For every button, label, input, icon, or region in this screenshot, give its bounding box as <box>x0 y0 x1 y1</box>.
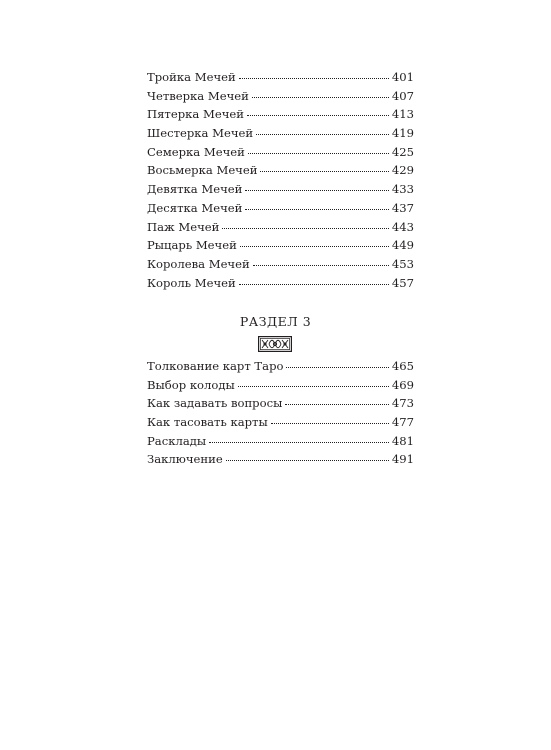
toc-entry[interactable] <box>147 124 414 143</box>
toc-entry-page: 443 <box>391 219 414 234</box>
dot-leader <box>239 276 389 285</box>
toc-entry-page: 473 <box>391 396 414 411</box>
toc-entry[interactable] <box>147 274 414 293</box>
toc-entry-title: Шестерка Мечей <box>147 126 254 141</box>
toc-entry-page: 433 <box>391 182 414 197</box>
section-heading: РАЗДЕЛ 3 <box>239 314 312 329</box>
toc-entry-page: 449 <box>391 238 414 253</box>
toc-entry-title: Королева Мечей <box>147 256 250 271</box>
toc-entry[interactable] <box>147 161 414 180</box>
toc-entry-title: Как тасовать карты <box>147 415 268 430</box>
dot-leader <box>238 378 389 387</box>
toc-entry-title: Девятка Мечей <box>147 182 243 197</box>
toc-entry[interactable] <box>147 255 414 274</box>
toc-entry[interactable] <box>147 413 414 432</box>
toc-entry[interactable] <box>147 68 414 87</box>
toc-entry-title: Тройка Мечей <box>147 70 236 84</box>
dot-leader <box>247 107 389 116</box>
toc-entry-page: 437 <box>391 200 414 215</box>
dot-leader <box>226 452 389 461</box>
dot-leader <box>239 70 389 79</box>
toc-entry-page: 469 <box>391 377 414 392</box>
toc-entry[interactable] <box>147 394 414 413</box>
toc-list-swords <box>147 68 414 292</box>
dot-leader <box>252 89 389 98</box>
dot-leader <box>248 145 389 154</box>
dot-leader <box>245 201 389 210</box>
dot-leader <box>271 415 389 424</box>
toc-entry-page: 407 <box>391 88 414 103</box>
toc-entry-page: 429 <box>391 163 414 178</box>
toc-entry-page: 457 <box>391 275 414 290</box>
toc-entry[interactable] <box>147 450 414 469</box>
toc-entry-page: 425 <box>391 144 414 159</box>
toc-entry-page: 465 <box>391 359 414 373</box>
toc-entry[interactable] <box>147 432 414 451</box>
toc-entry-title: Восьмерка Мечей <box>147 163 258 178</box>
dot-leader <box>240 238 389 247</box>
toc-entry-page: 477 <box>391 415 414 430</box>
toc-entry-page: 491 <box>391 452 414 467</box>
dot-leader <box>286 359 388 368</box>
dot-leader <box>285 396 389 405</box>
toc-entry[interactable] <box>147 236 414 255</box>
dot-leader <box>253 257 389 266</box>
toc-entry-page: 481 <box>391 433 414 448</box>
toc-entry[interactable] <box>147 143 414 162</box>
toc-entry[interactable] <box>147 218 414 237</box>
celtic-knot-ornament-icon <box>258 336 292 352</box>
toc-entry[interactable] <box>147 87 414 106</box>
toc-entry-page: 453 <box>391 256 414 271</box>
toc-entry[interactable] <box>147 376 414 395</box>
toc-entry-page: 401 <box>391 70 414 84</box>
dot-leader <box>256 126 389 135</box>
dot-leader <box>222 220 389 229</box>
toc-entry-title: Пятерка Мечей <box>147 107 244 122</box>
toc-entry-title: Десятка Мечей <box>147 200 243 215</box>
dot-leader <box>209 434 389 443</box>
toc-entry[interactable] <box>147 199 414 218</box>
toc-entry-title: Выбор колоды <box>147 377 235 392</box>
toc-entry-title: Король Мечей <box>147 275 236 290</box>
toc-entry[interactable] <box>147 357 414 376</box>
toc-list-section-3 <box>147 357 414 469</box>
toc-entry-title: Расклады <box>147 433 207 448</box>
dot-leader <box>245 182 388 191</box>
toc-entry-page: 413 <box>391 107 414 122</box>
toc-entry-title: Рыцарь Мечей <box>147 238 237 253</box>
toc-entry-title: Заключение <box>147 452 223 467</box>
toc-entry-title: Как задавать вопросы <box>147 396 283 411</box>
toc-entry-title: Толкование карт Таро <box>147 359 284 373</box>
toc-entry[interactable] <box>147 180 414 199</box>
toc-entry-page: 419 <box>391 126 414 141</box>
toc-entry-title: Паж Мечей <box>147 219 220 234</box>
dot-leader <box>260 163 388 172</box>
toc-entry-title: Четверка Мечей <box>147 88 249 103</box>
toc-entry[interactable] <box>147 105 414 124</box>
toc-entry-title: Семерка Мечей <box>147 144 245 159</box>
